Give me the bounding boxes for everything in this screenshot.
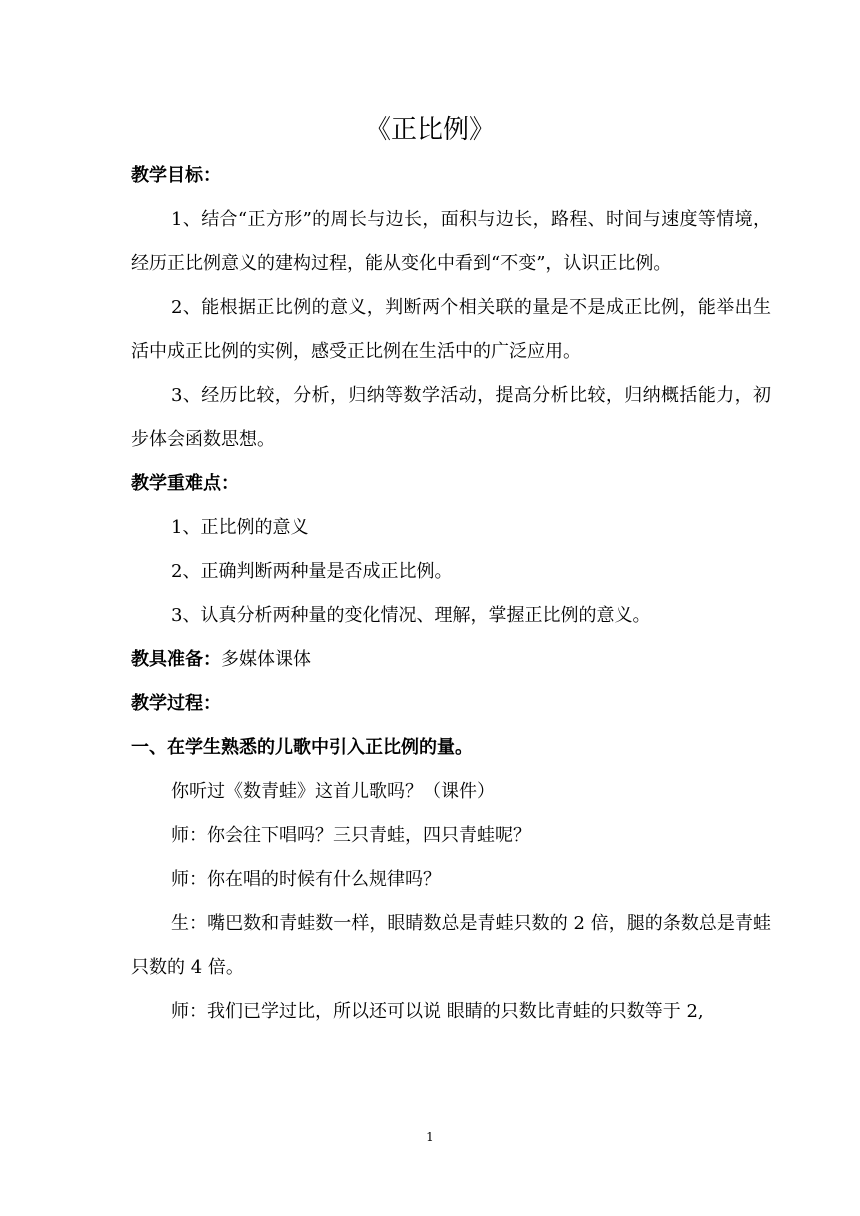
- dialogue-line: 师：你会往下唱吗？三只青蛙，四只青蛙呢？: [171, 825, 531, 846]
- objective-item: 3、经历比较，分析，归纳等数学活动，提高分析比较，归纳概括能力，初步体会函数思想。: [131, 385, 771, 450]
- dialogue-line: 师：你在唱的时候有什么规律吗？: [171, 869, 441, 890]
- dialogue-line: 师：我们已学过比，所以还可以说 眼睛的只数比青蛙的只数等于 2,: [171, 1001, 704, 1022]
- key-point-item: 2、正确判断两种量是否成正比例。: [171, 561, 453, 582]
- document-title: 《正比例》: [364, 115, 495, 145]
- process-heading: 教学过程：: [131, 693, 221, 714]
- document-body: [131, 154, 771, 1034]
- page-number: 1: [426, 1130, 434, 1144]
- key-point-item: 3、认真分析两种量的变化情况、理解，掌握正比例的意义。: [171, 605, 651, 626]
- dialogue-line: 你听过《数青蛙》这首儿歌吗？（课件）: [171, 781, 495, 802]
- materials-label: 教具准备：: [131, 649, 221, 670]
- objective-item: 2、能根据正比例的意义，判断两个相关联的量是不是成正比例，能举出生活中成正比例的实例，感受正比例在生活中的广泛应用。: [131, 297, 771, 362]
- part1-heading: 一、在学生熟悉的儿歌中引入正比例的量。: [131, 737, 473, 758]
- key-point-item: 1、正比例的意义: [171, 517, 309, 538]
- dialogue-line: 生：嘴巴数和青蛙数一样，眼睛数总是青蛙只数的 2 倍，腿的条数总是青蛙只数的 4 倍。: [131, 913, 771, 978]
- materials-line: [131, 638, 771, 682]
- materials-value: 多媒体课体: [221, 649, 311, 670]
- key-points-heading: 教学重难点：: [131, 473, 239, 494]
- objectives-heading: 教学目标：: [131, 165, 221, 186]
- objective-item: 1、结合“正方形”的周长与边长，面积与边长，路程、时间与速度等情境，经历正比例意义的建构过程，能从变化中看到“不变”，认识正比例。: [131, 209, 771, 274]
